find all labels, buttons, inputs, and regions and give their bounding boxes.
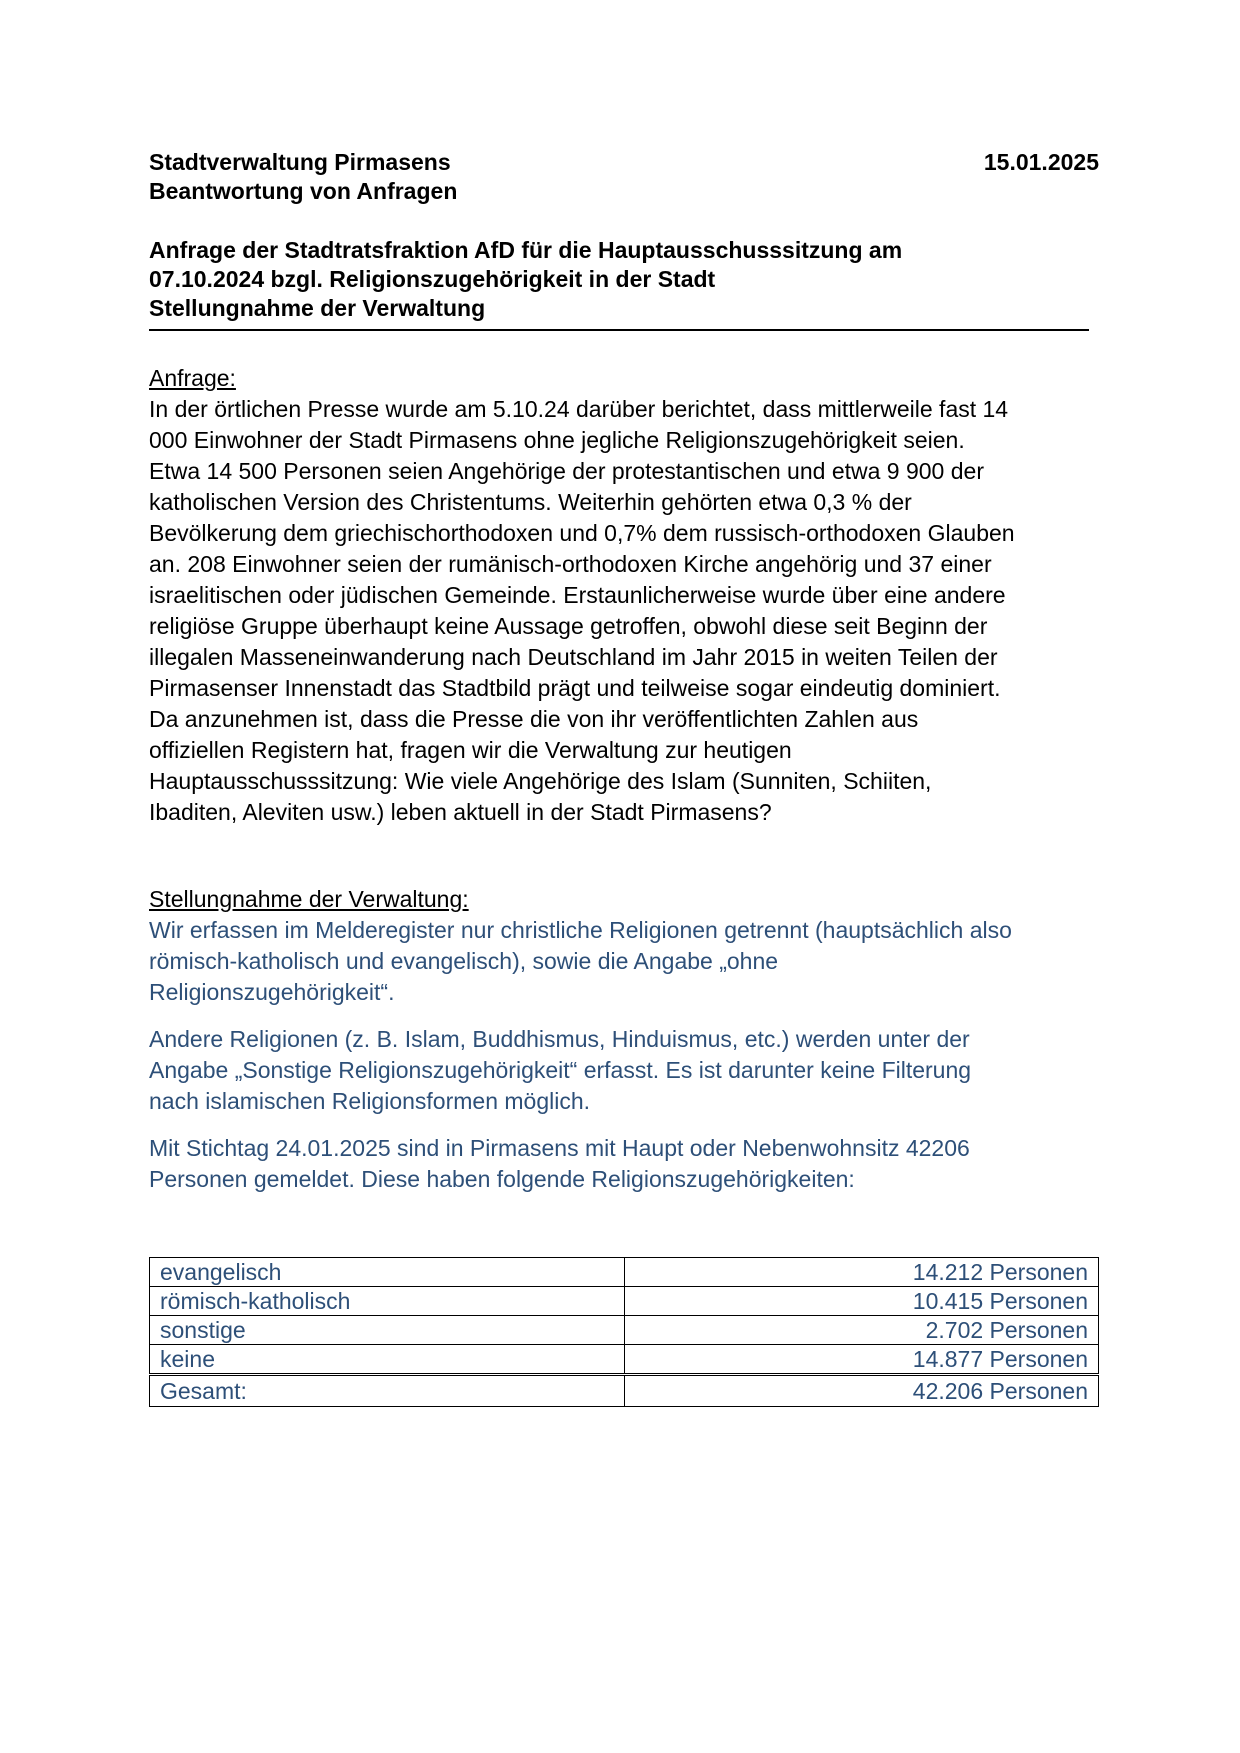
text-line: Mit Stichtag 24.01.2025 sind in Pirmasens mit Haupt oder Nebenwohnsitz 42206: [149, 1135, 970, 1161]
religion-label: evangelisch: [150, 1258, 625, 1287]
header-row: [149, 148, 1099, 177]
text-line: Personen gemeldet. Diese haben folgende Religionszugehörigkeiten:: [149, 1166, 855, 1192]
anfrage-title: Anfrage:: [149, 365, 236, 391]
text-line: römisch-katholisch und evangelisch), sowie die Angabe „ohne: [149, 948, 779, 974]
religion-count: 2.702 Personen: [625, 1316, 1099, 1345]
religion-count: 14.877 Personen: [625, 1345, 1099, 1375]
table-row: [150, 1345, 1099, 1375]
stellungnahme-title: Stellungnahme der Verwaltung:: [149, 886, 469, 912]
text-line: Andere Religionen (z. B. Islam, Buddhismus, Hinduismus, etc.) werden unter der: [149, 1026, 970, 1052]
subject-line: Stellungnahme der Verwaltung: [149, 295, 486, 321]
text-line: israelitischen oder jüdischen Gemeinde. Erstaunlicherweise wurde über eine andere: [149, 582, 1006, 608]
answer-paragraph-2: [149, 1024, 1099, 1117]
religion-label: sonstige: [150, 1316, 625, 1345]
text-line: Pirmasenser Innenstadt das Stadtbild prägt und teilweise sogar eindeutig dominiert.: [149, 675, 1001, 701]
religion-label: römisch-katholisch: [150, 1287, 625, 1316]
subject-block: [149, 236, 1099, 323]
text-line: Etwa 14 500 Personen seien Angehörige der protestantischen und etwa 9 900 der: [149, 458, 984, 484]
anfrage-section: [149, 363, 1099, 828]
text-line: Ibaditen, Aleviten usw.) leben aktuell in der Stadt Pirmasens?: [149, 799, 772, 825]
text-line: Wir erfassen im Melderegister nur christliche Religionen getrennt (hauptsächlich also: [149, 917, 1012, 943]
religion-count: 14.212 Personen: [625, 1258, 1099, 1287]
document-date: 15.01.2025: [983, 149, 1099, 175]
anfrage-text: [149, 394, 1099, 828]
text-line: Hauptausschusssitzung: Wie viele Angehörige des Islam (Sunniten, Schiiten,: [149, 768, 932, 794]
text-line: 000 Einwohner der Stadt Pirmasens ohne jegliche Religionszugehörigkeit seien.: [149, 427, 965, 453]
religion-label: keine: [150, 1345, 625, 1375]
separator-line: [149, 329, 1089, 331]
text-line: Bevölkerung dem griechischorthodoxen und 0,7% dem russisch-orthodoxen Glauben: [149, 520, 1015, 546]
text-line: In der örtlichen Presse wurde am 5.10.24 darüber berichtet, dass mittlerweile fast 14: [149, 396, 1009, 422]
text-line: an. 208 Einwohner seien der rumänisch-orthodoxen Kirche angehörig und 37 einer: [149, 551, 992, 577]
table-row: [150, 1316, 1099, 1345]
total-count: 42.206 Personen: [625, 1375, 1099, 1407]
answer-paragraph-1: [149, 915, 1099, 1008]
text-line: offiziellen Registern hat, fragen wir die Verwaltung zur heutigen: [149, 737, 792, 763]
header-subtitle: Beantwortung von Anfragen: [149, 178, 458, 204]
text-line: Da anzunehmen ist, dass die Presse die von ihr veröffentlichten Zahlen aus: [149, 706, 919, 732]
text-line: Religionszugehörigkeit“.: [149, 979, 395, 1005]
document-page: [149, 148, 1099, 1407]
stellungnahme-section: [149, 884, 1099, 1195]
religion-table: [149, 1257, 1099, 1407]
text-line: katholischen Version des Christentums. Weiterhin gehörten etwa 0,3 % der: [149, 489, 912, 515]
total-row: [150, 1375, 1099, 1407]
subject-line: Anfrage der Stadtratsfraktion AfD für die Hauptausschusssitzung am: [149, 237, 903, 263]
subject-line: 07.10.2024 bzgl. Religionszugehörigkeit in der Stadt: [149, 266, 716, 292]
office-name: Stadtverwaltung Pirmasens: [149, 149, 451, 175]
text-line: Angabe „Sonstige Religionszugehörigkeit“ erfasst. Es ist darunter keine Filterung: [149, 1057, 972, 1083]
religion-count: 10.415 Personen: [625, 1287, 1099, 1316]
total-label: Gesamt:: [150, 1375, 625, 1407]
table-row: [150, 1287, 1099, 1316]
text-line: religiöse Gruppe überhaupt keine Aussage getroffen, obwohl diese seit Beginn der: [149, 613, 988, 639]
table-row: [150, 1258, 1099, 1287]
text-line: illegalen Masseneinwanderung nach Deutschland im Jahr 2015 in weiten Teilen der: [149, 644, 998, 670]
answer-paragraph-3: [149, 1133, 1099, 1195]
text-line: nach islamischen Religionsformen möglich.: [149, 1088, 591, 1114]
